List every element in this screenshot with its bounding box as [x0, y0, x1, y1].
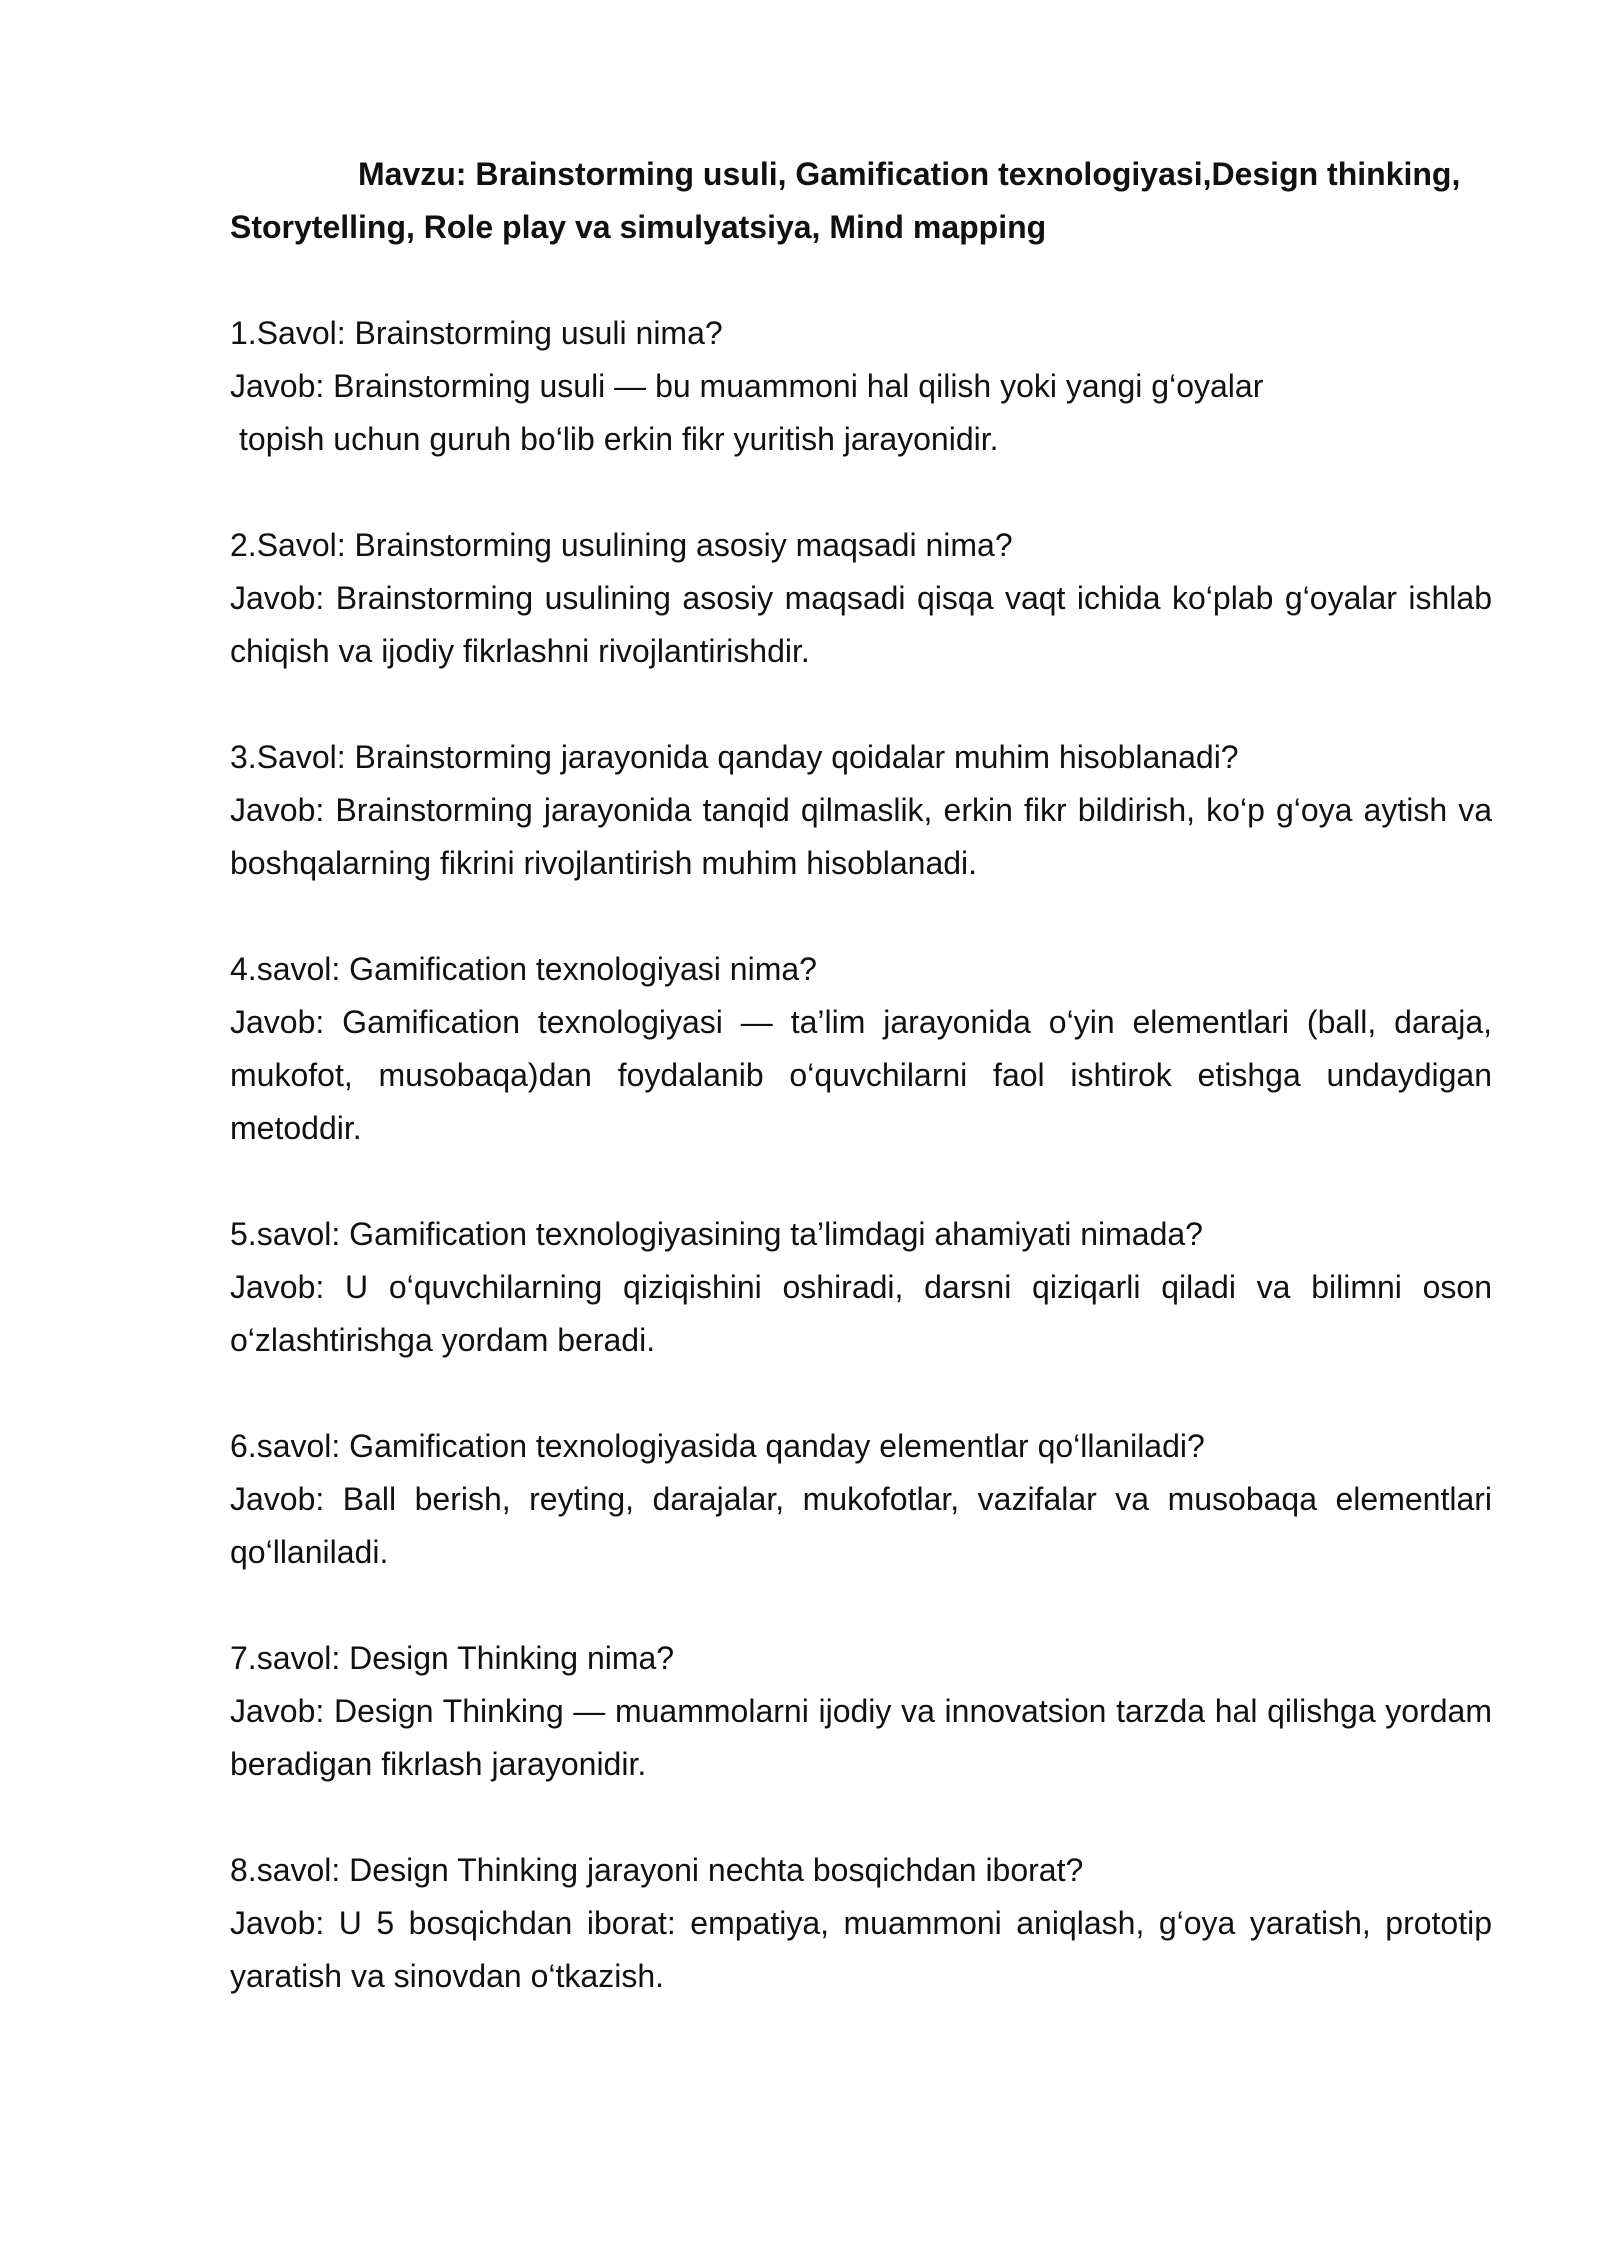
question-6: 6.savol: Gamification texnologiyasida qanday elementlar qo‘llaniladi?: [230, 1428, 1205, 1464]
document-title: Mavzu: Brainstorming usuli, Gamification texnologiyasi,Design thinking, Storytelling, Role play va simulyatsiya, Mind mapping: [230, 156, 1461, 245]
question-3: 3.Savol: Brainstorming jarayonida qanday qoidalar muhim hisoblanadi?: [230, 739, 1239, 775]
question-2: 2.Savol: Brainstorming usulining asosiy maqsadi nima?: [230, 527, 1013, 563]
question-8: 8.savol: Design Thinking jarayoni nechta bosqichdan iborat?: [230, 1852, 1084, 1888]
qa-item-2: [230, 519, 1492, 678]
qa-item-7: [230, 1632, 1492, 1791]
answer-2: Javob: Brainstorming usulining asosiy maqsadi qisqa vaqt ichida ko‘plab g‘oyalar ishlab chiqish va ijodiy fikrlashni rivojlantirishdir.: [230, 580, 1492, 669]
document-body: [230, 148, 1492, 2056]
answer-1: [230, 360, 1492, 466]
qa-item-1: [230, 307, 1492, 466]
answer-1-line-2: topish uchun guruh bo‘lib erkin fikr yuritish jarayonidir.: [239, 421, 999, 457]
question-4: 4.savol: Gamification texnologiyasi nima?: [230, 951, 817, 987]
qa-item-4: [230, 943, 1492, 1155]
answer-5: Javob: U o‘quvchilarning qiziqishini oshiradi, darsni qiziqarli qiladi va bilimni oson o‘zlashtirishga yordam beradi.: [230, 1269, 1492, 1358]
answer-4: Javob: Gamification texnologiyasi — ta’lim jarayonida o‘yin elementlari (ball, daraja, mukofot, musobaqa)dan foydalanib o‘quvchilarni faol ishtirok etishga undaydigan metoddir.: [230, 1004, 1492, 1146]
qa-item-5: [230, 1208, 1492, 1367]
qa-item-6: [230, 1420, 1492, 1579]
question-5: 5.savol: Gamification texnologiyasining ta’limdagi ahamiyati nimada?: [230, 1216, 1203, 1252]
answer-7: Javob: Design Thinking — muammolarni ijodiy va innovatsion tarzda hal qilishga yordam beradigan fikrlash jarayonidir.: [230, 1693, 1492, 1782]
answer-1-line-1: Javob: Brainstorming usuli — bu muammoni hal qilish yoki yangi g‘oyalar: [230, 368, 1264, 404]
qa-item-3: [230, 731, 1492, 890]
answer-6: Javob: Ball berish, reyting, darajalar, mukofotlar, vazifalar va musobaqa elementlari qo‘llaniladi.: [230, 1481, 1492, 1570]
answer-8: Javob: U 5 bosqichdan iborat: empatiya, muammoni aniqlash, g‘oya yaratish, prototip yaratish va sinovdan o‘tkazish.: [230, 1905, 1492, 1994]
question-7: 7.savol: Design Thinking nima?: [230, 1640, 675, 1676]
qa-item-8: [230, 1844, 1492, 2003]
answer-3: Javob: Brainstorming jarayonida tanqid qilmaslik, erkin fikr bildirish, ko‘p g‘oya aytish va boshqalarning fikrini rivojlantirish muhim hisoblanadi.: [230, 792, 1492, 881]
question-1: 1.Savol: Brainstorming usuli nima?: [230, 315, 723, 351]
